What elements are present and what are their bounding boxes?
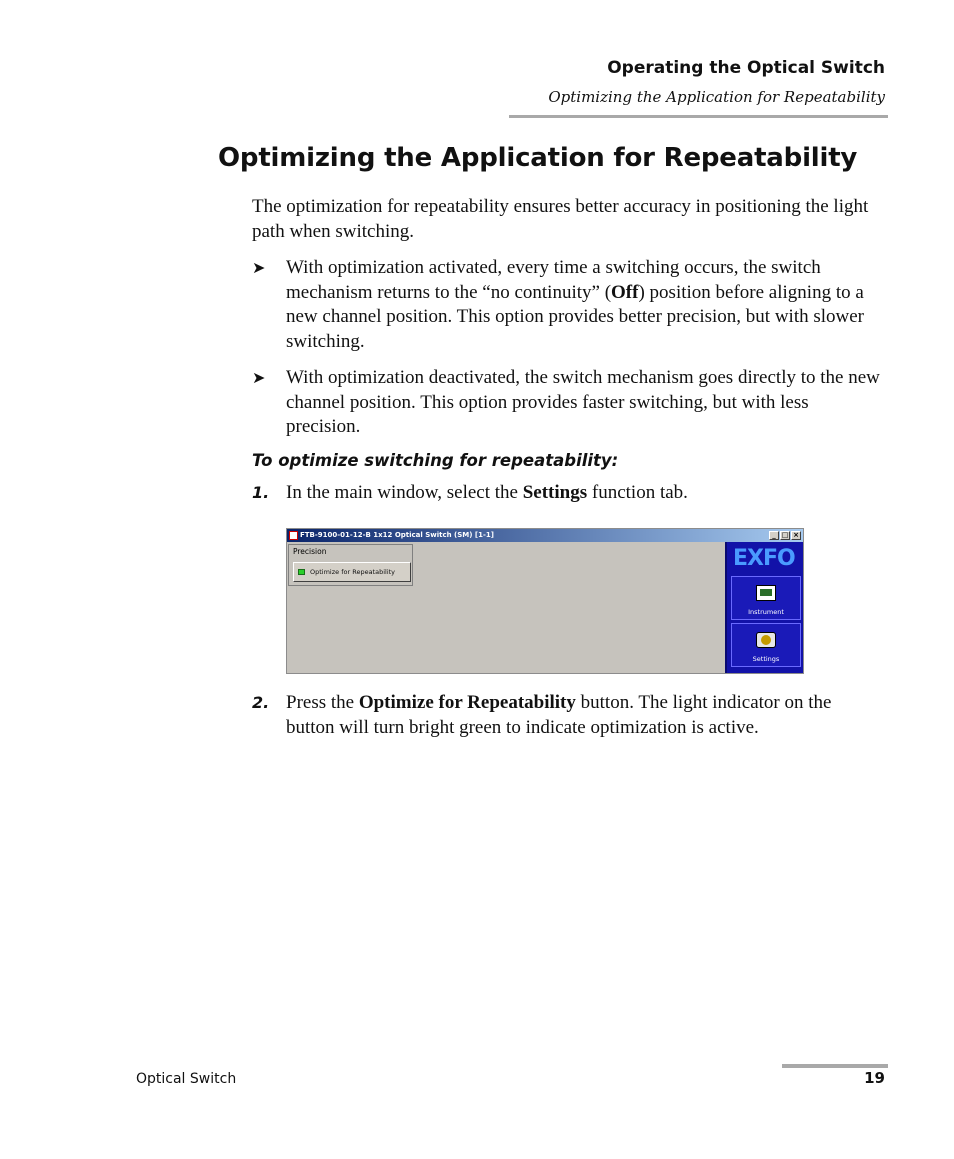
intro-paragraph: The optimization for repeatability ensures better accuracy in positioning the light path when switching. — [252, 196, 869, 242]
precision-group — [288, 544, 413, 586]
indicator-light-icon — [298, 569, 305, 575]
close-icon[interactable]: × — [791, 531, 801, 540]
footer-product: Optical Switch — [136, 1071, 237, 1087]
window-controls — [769, 531, 801, 540]
arrow-bullet-icon: ➤ — [252, 260, 266, 277]
optimize-button-label: Optimize for Repeatability — [310, 568, 396, 576]
tab-settings-label: Settings — [752, 655, 780, 663]
page-number: 19 — [864, 1069, 885, 1087]
running-header-section: Optimizing the Application for Repeatability — [548, 88, 885, 106]
window-titlebar — [287, 529, 803, 542]
step-text: In the main window, select the Settings function tab. — [286, 482, 688, 503]
precision-group-label: Precision — [293, 547, 327, 556]
optimize-repeatability-button[interactable] — [293, 562, 411, 582]
function-tab-panel — [725, 542, 803, 673]
exfo-logo: EXFO — [733, 546, 795, 571]
application-screenshot — [286, 528, 804, 674]
footer-rule — [782, 1064, 888, 1068]
minimize-icon[interactable]: _ — [769, 531, 779, 540]
bullet-text: With optimization deactivated, the switch mechanism goes directly to the new channel position. This option provides faster switching, but with less precision. — [286, 367, 880, 437]
settings-icon — [756, 632, 776, 648]
maximize-icon[interactable]: □ — [781, 531, 789, 539]
bullet-item — [252, 256, 884, 354]
tab-instrument-label: Instrument — [748, 608, 784, 616]
tab-settings[interactable] — [731, 623, 801, 667]
window-title: FTB-9100-01-12-B 1x12 Optical Switch (SM) [1-1] — [300, 531, 494, 539]
bullet-text: With optimization activated, every time a switching occurs, the switch mechanism returns to the “no continuity” (Off) position before aligning to a new channel position. This option provides better precision, but with slower switching. — [286, 257, 864, 352]
tab-instrument[interactable] — [731, 576, 801, 620]
header-rule — [509, 115, 888, 118]
step-number: 1. — [252, 483, 270, 502]
page-heading: Optimizing the Application for Repeatability — [218, 143, 858, 173]
procedure-title: To optimize switching for repeatability: — [252, 451, 619, 470]
instrument-icon — [756, 585, 776, 601]
step-number: 2. — [252, 693, 270, 712]
app-icon — [289, 531, 298, 540]
step-item — [252, 691, 884, 740]
arrow-bullet-icon: ➤ — [252, 370, 266, 387]
step-text: Press the Optimize for Repeatability button. The light indicator on the button will turn bright green to indicate optimization is active. — [286, 692, 832, 738]
running-header-chapter: Operating the Optical Switch — [607, 58, 885, 78]
bullet-item — [252, 366, 884, 440]
step-item — [252, 481, 884, 506]
